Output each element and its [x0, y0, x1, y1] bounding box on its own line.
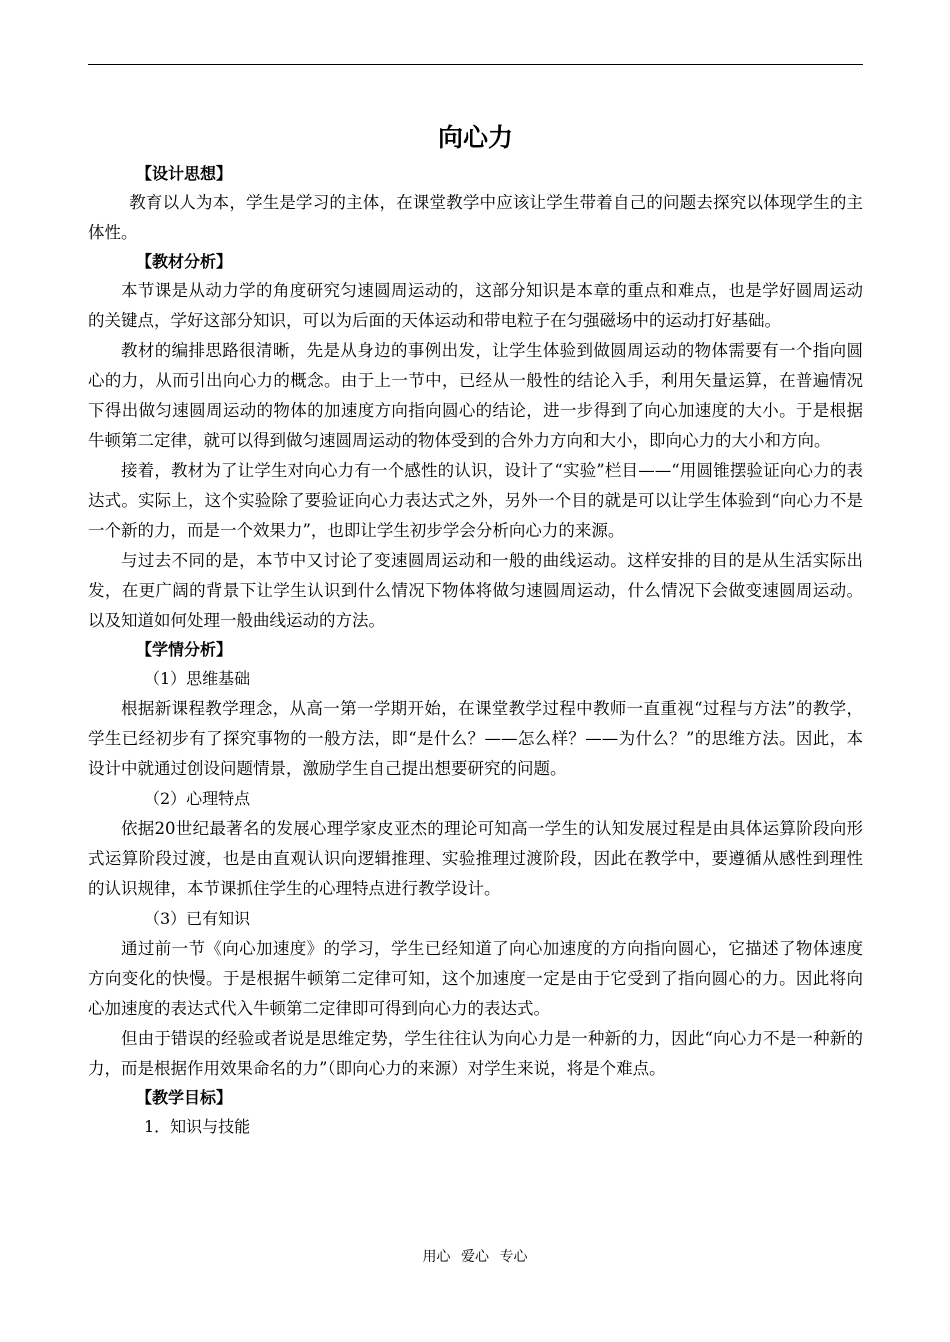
section-heading-material: 【教材分析】: [136, 252, 233, 271]
section-heading-design: 【设计思想】: [136, 164, 233, 183]
design-paragraph: 教育以人为本，学生是学习的主体，在课堂教学中应该让学生带着自己的问题去探究以体现学生的主体性。: [88, 193, 863, 242]
sub-heading-known: （3）已有知识: [144, 909, 251, 928]
header-rule: [88, 64, 863, 65]
psychology-paragraph: 依据20世纪最著名的发展心理学家皮亚杰的理论可知高一学生的认知发展过程是由具体运算阶段向形式运算阶段过渡，也是由直观认识向逻辑推理、实验推理过渡阶段，因此在教学中，要遵循从感性到理性的认识规律，本节课抓住学生的心理特点进行教学设计。: [88, 819, 863, 898]
thinking-paragraph: 根据新课程教学理念，从高一第一学期开始，在课堂教学过程中教师一直重视“过程与方法”的教学，学生已经初步有了探究事物的一般方法，即“是什么？——怎么样？——为什么？”的思维方法。因此，本设计中就通过创设问题情景，激励学生自己提出想要研究的问题。: [88, 699, 863, 778]
known-paragraph-1: 通过前一节《向心加速度》的学习，学生已经知道了向心加速度的方向指向圆心，它描述了物体速度方向变化的快慢。于是根据牛顿第二定律可知，这个加速度一定是由于它受到了指向圆心的力。因此将向心加速度的表达式代入牛顿第二定律即可得到向心力的表达式。: [88, 939, 863, 1018]
material-paragraph-2: 教材的编排思路很清晰，先是从身边的事例出发，让学生体验到做圆周运动的物体需要有一个指向圆心的力，从而引出向心力的概念。由于上一节中，已经从一般性的结论入手，利用矢量运算，在普遍情况下得出做匀速圆周运动的物体的加速度方向指向圆心的结论，进一步得到了向心加速度的大小。于是根据牛顿第二定律，就可以得到做匀速圆周运动的物体受到的合外力方向和大小，即向心力的大小和方向。: [88, 341, 863, 450]
document-body: [88, 116, 863, 1142]
material-paragraph-3: 接着，教材为了让学生对向心力有一个感性的认识，设计了“实验”栏目——“用圆锥摆验证向心力的表达式。实际上，这个实验除了要验证向心力表达式之外，另外一个目的就是可以让学生体验到“向心力不是一个新的力，而是一个效果力”，也即让学生初步学会分析向心力的来源。: [88, 461, 863, 540]
section-heading-goals: 【教学目标】: [136, 1088, 233, 1107]
goal-item-knowledge: 1．知识与技能: [144, 1117, 251, 1136]
material-paragraph-4: 与过去不同的是，本节中又讨论了变速圆周运动和一般的曲线运动。这样安排的目的是从生活实际出发，在更广阔的背景下让学生认识到什么情况下物体将做匀速圆周运动，什么情况下会做变速圆周运动。以及知道如何处理一般曲线运动的方法。: [88, 551, 863, 630]
section-heading-students: 【学情分析】: [136, 640, 233, 659]
sub-heading-thinking: （1）思维基础: [144, 669, 251, 688]
material-paragraph-1: 本节课是从动力学的角度研究匀速圆周运动的，这部分知识是本章的重点和难点，也是学好圆周运动的关键点，学好这部分知识，可以为后面的天体运动和带电粒子在匀强磁场中的运动打好基础。: [88, 281, 863, 330]
known-paragraph-2: 但由于错误的经验或者说是思维定势，学生往往认为向心力是一种新的力，因此“向心力不是一种新的力，而是根据作用效果命名的力”（即向心力的来源）对学生来说，将是个难点。: [88, 1029, 863, 1078]
page-title: 向心力: [437, 123, 513, 152]
page-footer: 用心 爱心 专心: [422, 1249, 528, 1265]
sub-heading-psychology: （2）心理特点: [144, 789, 251, 808]
